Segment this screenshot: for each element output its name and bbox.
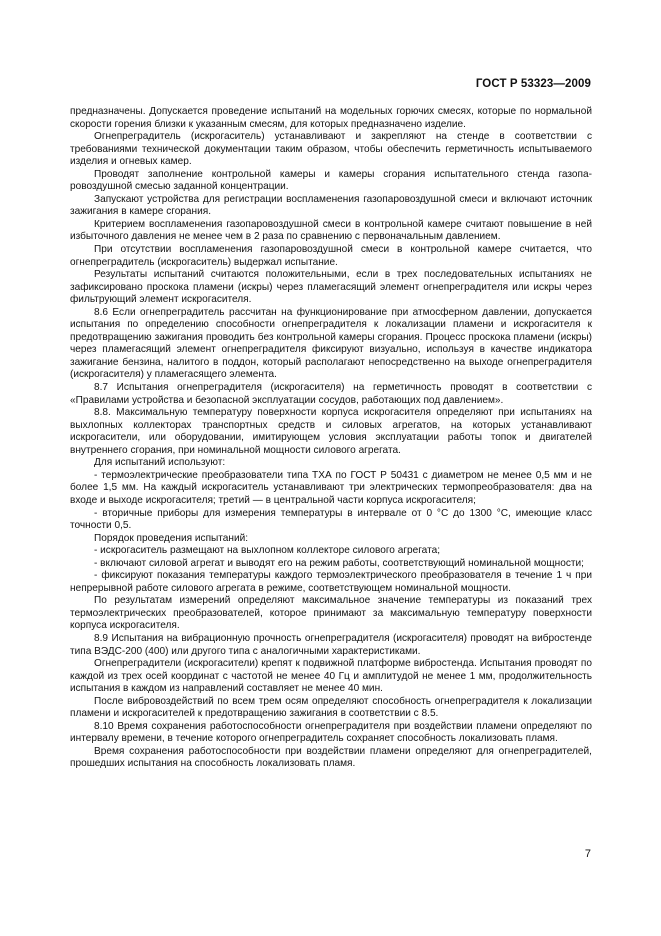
paragraph: Для испытаний используют: [94, 457, 226, 469]
paragraph: Порядок проведения испытаний: [94, 532, 249, 544]
paragraph: Проводят заполнение контрольной камеры и камеры сгорания испытательного стенда газопаровоздушной смесью заданной концентрации. [70, 168, 592, 193]
paragraph: После вибровоздействий по всем трем осям определяют способность огнепреградителя к локализации пламени и искрогасителей к предотвращению зажигания в соответствии с 8.5. [70, 695, 592, 720]
list-item: - вторичные приборы для измерения температуры в интервале от 0 °С до 1300 °С, имеющие класс точности 0,5. [70, 507, 592, 532]
paragraph: При отсутствии воспламенения газопаровоздушной смеси в контрольной камере считается, что огнепреградитель (искрогаситель) выдержал испытание. [70, 244, 592, 268]
paragraph: Запускают устройства для регистрации воспламенения газопаровоздушной смеси и включают источник зажигания в камере сгорания. [70, 193, 592, 218]
paragraph: предназначены. Допускается проведение испытаний на модельных горючих смесях, которые по нормальной скорости горения близки к указанным смесям, для которых предназначено изделие. [70, 106, 592, 130]
list-item: - термоэлектрические преобразователи типа ТХА по ГОСТ Р 50431 с диаметром не менее 0,5 мм и не более 1,5 мм. На каждый искрогаситель устанавливают три электрических термопреобразователя: два на входе и выходе искрогасителя; третий — в центральной части корпуса искрогасителя; [70, 469, 592, 506]
section-8-6: 8.6 Если огнепреградитель рассчитан на функционирование при атмосферном давлении, допускается испытания по определению способности огнепреградителя к локализации пламени и искрогасителя к предотвращению зажигания проводить без контрольной камеры сгорания. Процесс проскока пламени (искры) через пламегасящий элемент огнепреградителя фиксируют визуально, используя в качестве индикатора зажигание бензина, налитого в поддон, который располагают непосредственно на выходе огнепреградителя (искрогасителя) у пламегасящего элемента. [70, 306, 592, 381]
section-8-8: 8.8. Максимальную температуру поверхности корпуса искрогасителя определяют при испытаниях на выхлопных коллекторах транспортных средств и силовых агрегатов, на которых устанавливают искрогасители, или оборудовании, имитирующем условия эксплуатации работы топок и двигателей внутреннего сгорания, при номинальной мощности силового агрегата. [70, 407, 592, 456]
section-8-9: 8.9 Испытания на вибрационную прочность огнепреградителя (искрогасителя) проводят на вибростенде типа ВЭДС-200 (400) или другого типа с аналогичными характеристиками. [70, 632, 592, 657]
paragraph: По результатам измерений определяют максимальное значение температуры из показаний трех термоэлектрических преобразователей, которое принимают за максимальную температуру поверхности корпуса искрогасителя. [70, 595, 592, 632]
paragraph: Огнепреградители (искрогасители) крепят к подвижной платформе вибростенда. Испытания проводят по каждой из трех осей координат с частотой не менее 40 Гц и амплитудой не менее 1 мм, продолжительность испытания в каждом из направлений составляет не менее 40 мин. [70, 658, 592, 695]
list-item: - фиксируют показания температуры каждого термоэлектрического преобразователя в течение 1 ч при непрерывной работе силового агрегата в режиме, соответствующем номинальной мощности. [70, 570, 592, 594]
list-item: - искрогаситель размещают на выхлопном коллекторе силового агрегата; [94, 545, 440, 557]
paragraph: Огнепреградитель (искрогаситель) устанавливают и закрепляют на стенде в соответствии с требованиями технической документации таким образом, чтобы обеспечить герметичность испытываемого изделия и огневых камер. [70, 131, 592, 168]
paragraph: Время сохранения работоспособности при воздействии пламени определяют для огнепреградителей, прошедших испытания на способность локализовать пламя. [70, 745, 592, 770]
paragraph: Критерием воспламенения газопаровоздушной смеси в контрольной камере считают повышение в ней избыточного давления не менее чем в 2 раза по сравнению с первоначальным давлением. [70, 218, 592, 243]
section-8-7: 8.7 Испытания огнепреградителя (искрогасителя) на герметичность проводят в соответствии с «Правилами устройства и безопасной эксплуатации сосудов, работающих под давлением». [70, 382, 592, 406]
document-standard-id: ГОСТ Р 53323—2009 [475, 78, 591, 90]
list-item: - включают силовой агрегат и выводят его на режим работы, соответствующий номинальной мощности; [94, 557, 584, 569]
section-8-10: 8.10 Время сохранения работоспособности огнепреградителя при воздействии пламени определяют по интервалу времени, в течение которого огнепреградитель сохраняет способность локализовать пламя. [70, 720, 592, 745]
page-number: 7 [584, 848, 591, 860]
document-body [70, 106, 592, 771]
paragraph: Результаты испытаний считаются положительными, если в трех последовательных испытаниях не зафиксировано проскока пламени (искры) через пламегасящий элемент огнепреградителя или искры через фильтрующий элемент искрогасителя. [70, 269, 592, 306]
